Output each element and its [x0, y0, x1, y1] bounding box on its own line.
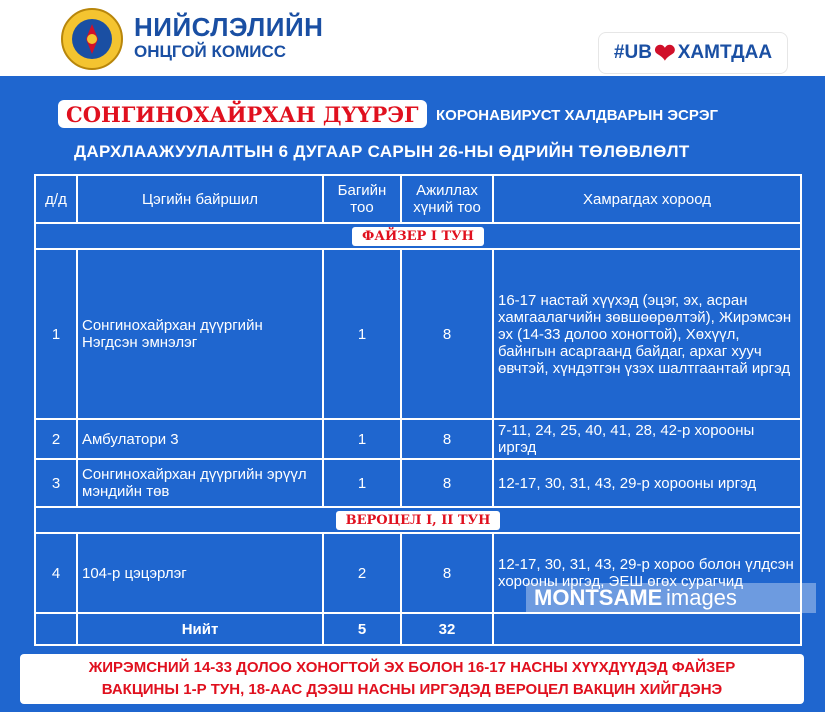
row-teams: 1 [323, 459, 401, 507]
row-no: 2 [35, 419, 77, 459]
row-staff: 8 [401, 533, 493, 613]
table-row [35, 249, 801, 419]
org-name-line1: НИЙСЛЭЛИЙН [134, 12, 324, 42]
phase-row-1 [35, 223, 801, 249]
row-location: Сонгинохайрхан дүүргийн Нэгдсэн эмнэлэг [77, 249, 323, 419]
footer-line2: ВАКЦИНЫ 1-Р ТУН, 18-ААС ДЭЭШ НАСНЫ ИРГЭДЭД ВЕРОЦЕЛ ВАКЦИН ХИЙГДЭНЭ [101, 681, 723, 698]
table-header-row [35, 175, 801, 223]
row-coverage: 7-11, 24, 25, 40, 41, 28, 42-р хорооны иргэд [493, 419, 801, 459]
col-header-coverage: Хамрагдах хороод [493, 175, 801, 223]
row-staff: 8 [401, 459, 493, 507]
row-location: 104-р цэцэрлэг [77, 533, 323, 613]
title-line1: КОРОНАВИРУСТ ХАЛДВАРЫН ЭСРЭГ [436, 107, 719, 124]
title-line2: ДАРХЛААЖУУЛАЛТЫН 6 ДУГААР САРЫН 26-НЫ ӨДРИЙН ТӨЛӨВЛӨЛТ [74, 142, 690, 161]
total-teams: 5 [323, 613, 401, 645]
emblem-icon [58, 6, 126, 72]
hashtag-prefix: #UB [613, 42, 652, 63]
hashtag-suffix: ХАМТДАА [677, 42, 773, 63]
district-name: СОНГИНОХАЙРХАН ДҮҮРЭГ [58, 100, 427, 128]
watermark-suffix: images [666, 585, 737, 610]
total-row [35, 613, 801, 645]
row-coverage: 12-17, 30, 31, 43, 29-р хороо болон үлдсэн хорооны иргэд, ЭЕШ өгөх сурагчид [493, 533, 801, 613]
row-location: Амбулатори 3 [77, 419, 323, 459]
watermark [526, 583, 816, 613]
row-no: 4 [35, 533, 77, 613]
col-header-no: д/д [35, 175, 77, 223]
total-label: Нийт [77, 613, 323, 645]
row-staff: 8 [401, 249, 493, 419]
row-no: 1 [35, 249, 77, 419]
schedule-table [34, 174, 802, 646]
col-header-teams: Багийн тоо [323, 175, 401, 223]
hashtag-badge [598, 32, 788, 74]
row-coverage: 12-17, 30, 31, 43, 29-р хорооны иргэд [493, 459, 801, 507]
row-coverage: 16-17 настай хүүхэд (эцэг, эх, асран хамгаалагчийн зөвшөөрөлтэй), Жирэмсэн эх (14-33 долоо хоногтой), Хөхүүл, байнгын асаргаанд байдаг, архаг хууч өвчтэй, хүндэтгэн үзэх шалтгаантай иргэд [493, 249, 801, 419]
table-row [35, 459, 801, 507]
row-staff: 8 [401, 419, 493, 459]
phase-label-verocell: ВЕРОЦЕЛ I, II ТУН [336, 511, 501, 530]
footer-line1: ЖИРЭМСНИЙ 14-33 ДОЛОО ХОНОГТОЙ ЭХ БОЛОН 16-17 НАСНЫ ХҮҮХДҮҮДЭД ФАЙЗЕР [88, 659, 736, 676]
row-location: Сонгинохайрхан дүүргийн эрүүл мэндийн төв [77, 459, 323, 507]
table-row [35, 419, 801, 459]
header [0, 0, 825, 76]
row-teams: 1 [323, 249, 401, 419]
main-panel [0, 76, 825, 712]
col-header-location: Цэгийн байршил [77, 175, 323, 223]
col-header-staff: Ажиллах хүний тоо [401, 175, 493, 223]
phase-row-2 [35, 507, 801, 533]
row-teams: 1 [323, 419, 401, 459]
title-block [16, 94, 810, 172]
phase-label-pfizer: ФАЙЗЕР I ТУН [352, 227, 484, 246]
footer-notice [20, 654, 804, 704]
row-no: 3 [35, 459, 77, 507]
row-teams: 2 [323, 533, 401, 613]
total-staff: 32 [401, 613, 493, 645]
heart-icon: ❤ [653, 38, 676, 68]
watermark-brand: MONTSAME [534, 585, 663, 610]
org-name-line2: ОНЦГОЙ КОМИСС [134, 42, 287, 61]
